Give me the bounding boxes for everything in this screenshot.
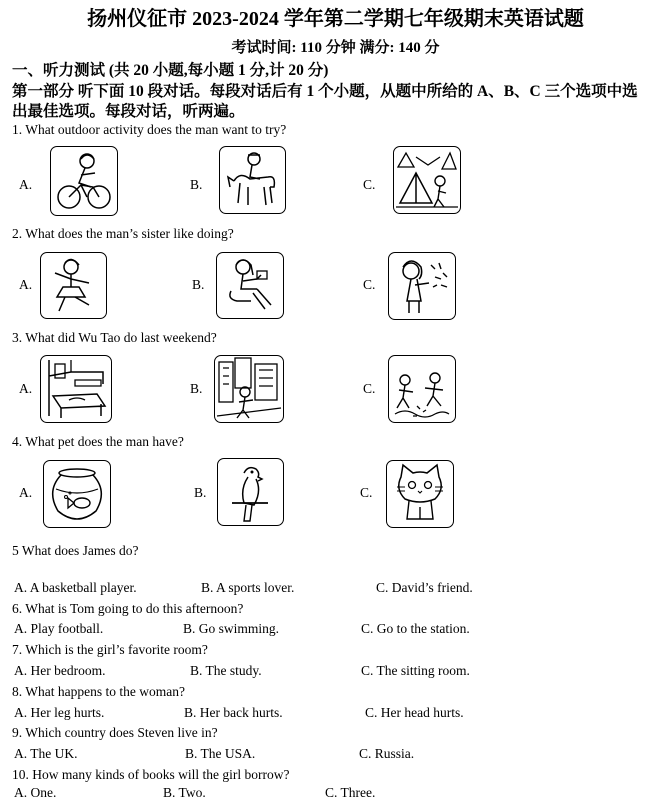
q9-option-a: A. The UK. (14, 746, 78, 761)
parrot-icon (218, 459, 283, 525)
q6-option-b: B. Go swimming. (183, 621, 280, 636)
section-heading: 一、听力测试 (共 20 小题,每小题 1 分,计 20 分) (12, 62, 329, 79)
question-5: 5 What does James do? (12, 543, 139, 558)
cat-icon (387, 461, 453, 527)
question-8: 8. What happens to the woman? (12, 684, 185, 699)
q8-option-c: C. Her head hurts. (365, 705, 464, 720)
room-icon (41, 356, 111, 422)
question-7: 7. Which is the girl’s favorite room? (12, 642, 208, 657)
q5-option-a: A. A basketball player. (14, 580, 137, 595)
dancing-icon (41, 253, 106, 318)
q9-option-b: B. The USA. (185, 746, 256, 761)
exam-title: 扬州仪征市 2023-2024 学年第二学期七年级期末英语试题 (87, 8, 584, 30)
q1-option-a-label: A. (19, 177, 33, 192)
q3-option-a-label: A. (19, 381, 33, 396)
question-4: 4. What pet does the man have? (12, 434, 184, 449)
cycling-icon (51, 147, 117, 215)
q7-option-a: A. Her bedroom. (14, 663, 106, 678)
q7-option-c: C. The sitting room. (361, 663, 470, 678)
q4-option-b-label: B. (194, 485, 207, 500)
q7-option-b: B. The study. (190, 663, 262, 678)
q1-option-b-label: B. (190, 177, 203, 192)
q5-option-c: C. David’s friend. (376, 580, 473, 595)
q4-option-c-label: C. (360, 485, 373, 500)
q2-option-b-label: B. (192, 277, 205, 292)
camping-icon (394, 147, 460, 213)
cleaning-park-icon (389, 356, 455, 422)
q1-option-c-label: C. (363, 177, 376, 192)
part1-instruction-line2: 出最佳选项。每段对话，听两遍。 (12, 103, 245, 120)
room-picture (40, 355, 112, 423)
city-street-picture (214, 355, 284, 423)
question-2: 2. What does the man’s sister like doing? (12, 226, 234, 241)
gardening-icon (389, 253, 455, 319)
gardening-picture (388, 252, 456, 320)
question-10: 10. How many kinds of books will the girl borrow? (12, 767, 290, 782)
q3-option-b-label: B. (190, 381, 203, 396)
q2-option-a-label: A. (19, 277, 33, 292)
question-6: 6. What is Tom going to do this afternoon? (12, 601, 244, 616)
q9-option-c: C. Russia. (359, 746, 415, 761)
dancing-picture (40, 252, 107, 319)
q5-option-b: B. A sports lover. (201, 580, 295, 595)
parrot-picture (217, 458, 284, 526)
q8-option-a: A. Her leg hurts. (14, 705, 105, 720)
goldfish-bowl-picture (43, 460, 111, 528)
q3-option-c-label: C. (363, 381, 376, 396)
cycling-picture (50, 146, 118, 216)
goldfish-bowl-icon (44, 461, 110, 527)
q6-option-c: C. Go to the station. (361, 621, 470, 636)
question-9: 9. Which country does Steven live in? (12, 725, 218, 740)
q6-option-a: A. Play football. (14, 621, 104, 636)
part1-instruction-line1: 第一部分 听下面 10 段对话。每段对话后有 1 个小题，从题中所给的 A、B、C 三个选项中选 (12, 83, 638, 100)
q10-option-c: C. Three. (325, 785, 376, 800)
q10-option-b: B. Two. (163, 785, 206, 800)
reading-icon (217, 253, 283, 318)
q4-option-a-label: A. (19, 485, 33, 500)
horse-riding-icon (220, 147, 285, 213)
question-3: 3. What did Wu Tao do last weekend? (12, 330, 217, 345)
q2-option-c-label: C. (363, 277, 376, 292)
question-1: 1. What outdoor activity does the man want to try? (12, 122, 287, 137)
cat-picture (386, 460, 454, 528)
q8-option-b: B. Her back hurts. (184, 705, 283, 720)
cleaning-park-picture (388, 355, 456, 423)
camping-picture (393, 146, 461, 214)
city-street-icon (215, 356, 283, 422)
reading-picture (216, 252, 284, 319)
horse-riding-picture (219, 146, 286, 214)
q10-option-a: A. One. (14, 785, 57, 800)
exam-info: 考试时间: 110 分钟 满分: 140 分 (231, 40, 440, 56)
